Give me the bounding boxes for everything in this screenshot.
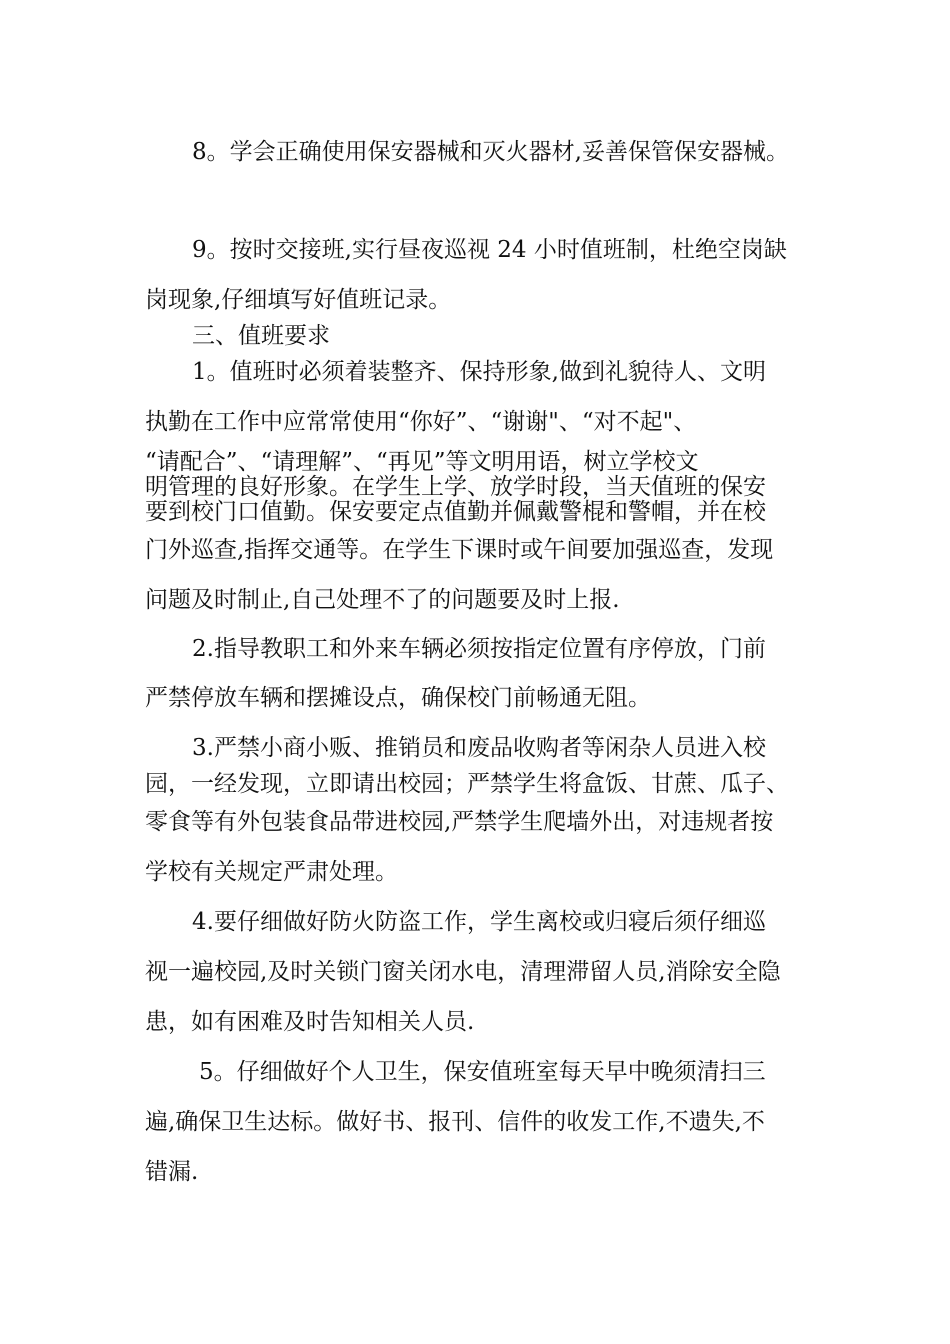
- paragraph-9-line-1: 9。按时交接班,实行昼夜巡视 24 小时值班制，杜绝空岗缺: [192, 237, 787, 263]
- paragraph-1-line-5: 要到校门口值勤。保安要定点值勤并佩戴警棍和警帽，并在校: [145, 499, 766, 525]
- paragraph-2-line-1: 2.指导教职工和外来车辆必须按指定位置有序停放，门前: [192, 636, 766, 662]
- paragraph-8-line-1: 8。学会正确使用保安器械和灭火器材,妥善保管保安器械。: [192, 139, 789, 165]
- paragraph-1-line-4: 明管理的良好形象。在学生上学、放学时段，当天值班的保安: [145, 474, 766, 500]
- section-heading: 三、值班要求: [192, 323, 330, 349]
- paragraph-5-line-2: 遍,确保卫生达标。做好书、报刊、信件的收发工作,不遗失,不: [145, 1109, 765, 1135]
- paragraph-5-line-1: 5。仔细做好个人卫生，保安值班室每天早中晚须清扫三: [199, 1059, 766, 1085]
- paragraph-4-line-3: 患，如有困难及时告知相关人员.: [145, 1009, 475, 1035]
- paragraph-1-line-3: “请配合”、“请理解”、“再见”等文明用语，树立学校文: [145, 449, 699, 475]
- paragraph-1-line-6: 门外巡查,指挥交通等。在学生下课时或午间要加强巡查，发现: [145, 537, 774, 563]
- paragraph-3-line-1: 3.严禁小商小贩、推销员和废品收购者等闲杂人员进入校: [192, 735, 766, 761]
- paragraph-3-line-4: 学校有关规定严肃处理。: [145, 859, 398, 885]
- paragraph-4-line-2: 视一遍校园,及时关锁门窗关闭水电，清理滞留人员,消除安全隐: [145, 959, 781, 985]
- paragraph-1-line-7: 问题及时制止,自己处理不了的问题要及时上报.: [145, 587, 620, 613]
- paragraph-3-line-3: 零食等有外包装食品带进校园,严禁学生爬墙外出，对违规者按: [145, 809, 774, 835]
- paragraph-3-line-2: 园，一经发现，立即请出校园；严禁学生将盒饭、甘蔗、瓜子、: [145, 771, 789, 797]
- paragraph-2-line-2: 严禁停放车辆和摆摊设点，确保校门前畅通无阻。: [145, 685, 651, 711]
- paragraph-1-line-1: 1。值班时必须着装整齐、保持形象,做到礼貌待人、文明: [192, 359, 766, 385]
- paragraph-5-line-3: 错漏.: [145, 1159, 199, 1185]
- paragraph-4-line-1: 4.要仔细做好防火防盗工作，学生离校或归寝后须仔细巡: [192, 909, 766, 935]
- paragraph-1-line-2: 执勤在工作中应常常使用“你好”、“谢谢"、“对不起"、: [145, 409, 697, 435]
- paragraph-9-line-2: 岗现象,仔细填写好值班记录。: [145, 287, 452, 313]
